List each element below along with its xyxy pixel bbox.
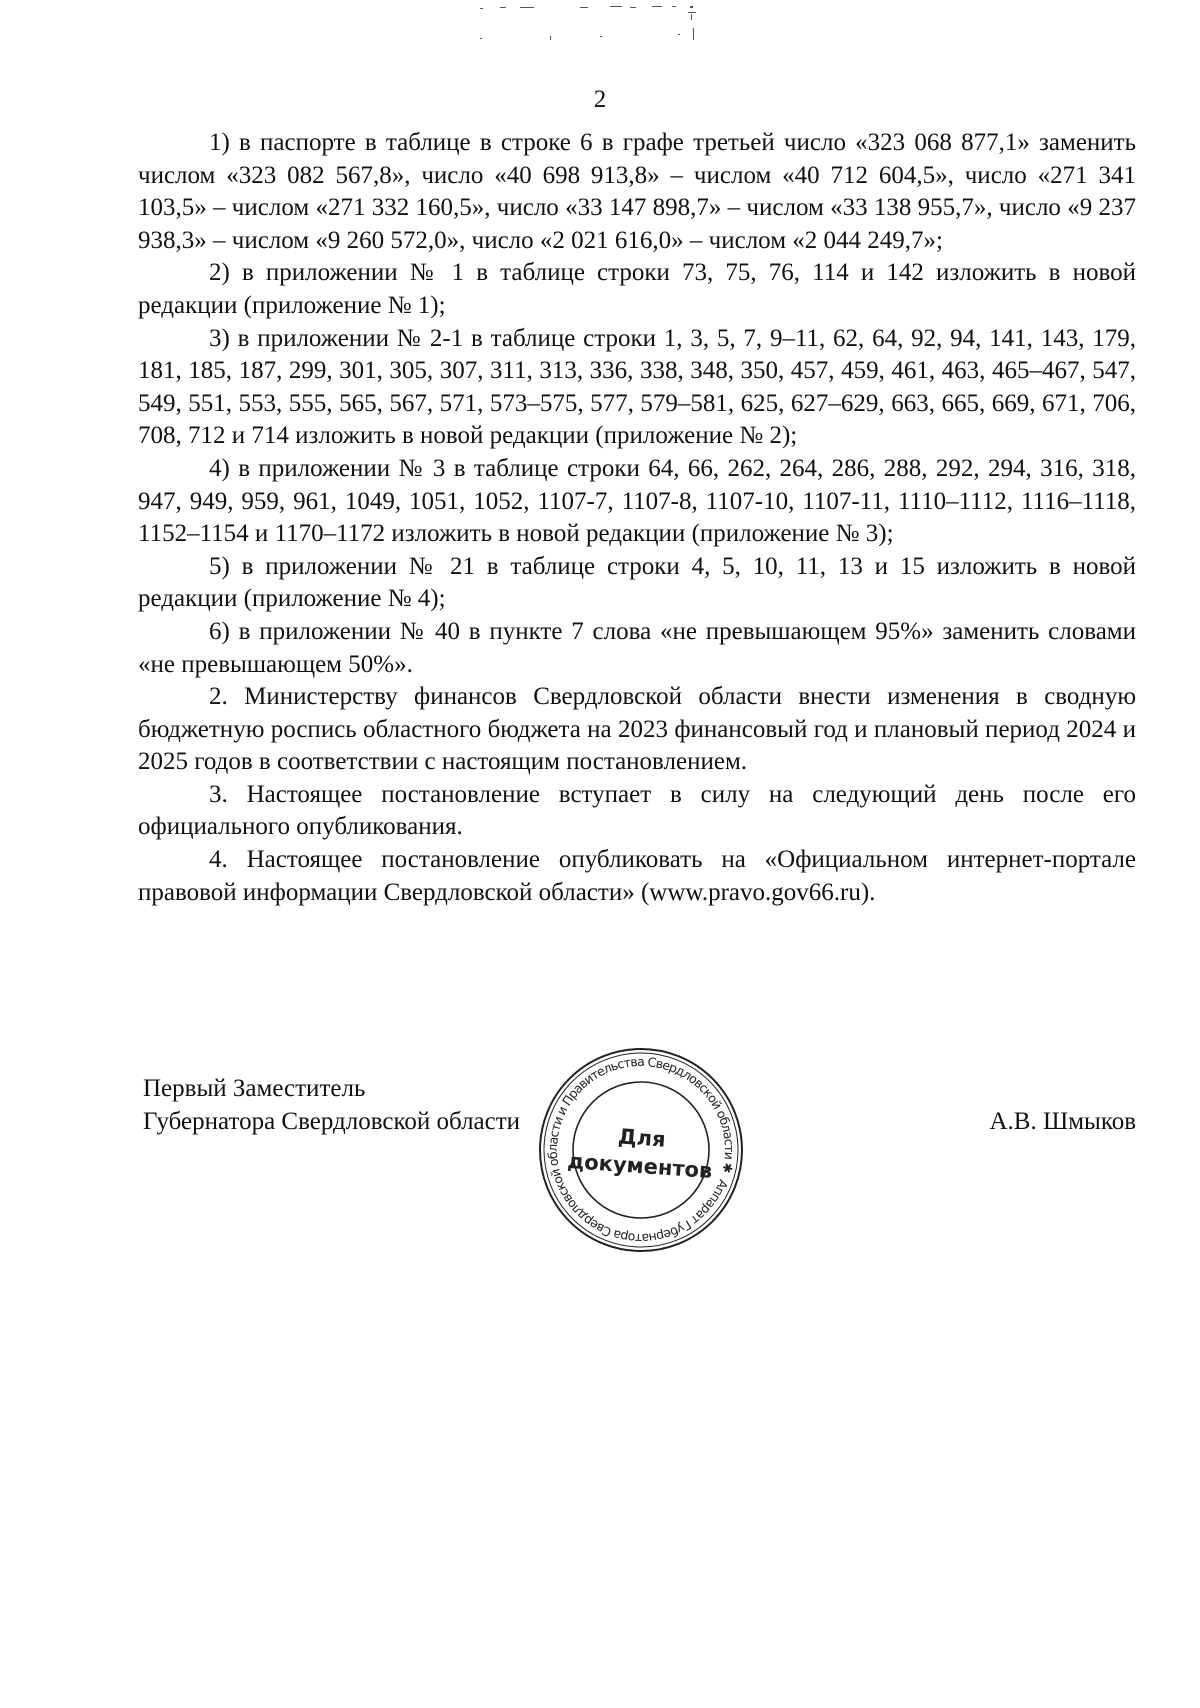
paragraph-item-1: 1) в паспорте в таблице в строке 6 в графе третьей число «323 068 877,1» заменить числом «323 082 567,8», число «40 698 913,8» – числом «40 712 604,5», число «271 341 103,5» – числом «271 332 160,5», число «33 147 898,7» – числом «33 138 955,7», число «9 237 938,3» – числом «9 260 572,0», число «2 021 616,0» – числом «2 044 249,7»; — [138, 129, 1136, 254]
paragraph-item-3: 3) в приложении № 2-1 в таблице строки 1, 3, 5, 7, 9–11, 62, 64, 92, 94, 141, 143, 179, 181, 185, 187, 299, 301, 305, 307, 311, 313, 336, 338, 348, 350, 457, 459, 461, 463, 465–467, 547, 549, 551, 553, 555, 565, 567, 571, 573–575, 577, 579–581, 625, 627–629, 663, 665, 669, 671, 706, 708, 712 и 714 изложить в новой редакции (приложение № 2); — [138, 324, 1136, 450]
signatory-title-line1: Первый Заместитель — [143, 1075, 366, 1102]
stamp-center-line1: Для — [617, 1124, 667, 1152]
paragraph-clause-4: 4. Настоящее постановление опубликовать на «Официальном интернет-портале правовой информации Свердловской области» (www.pravo.gov66.ru). — [138, 846, 1136, 906]
document-body — [138, 127, 1136, 909]
scan-artifact-marks — [460, 0, 720, 44]
paragraph-item-6: 6) в приложении № 40 в пункте 7 слова «не превышающем 95%» заменить словами «не превышающем 50%». — [138, 617, 1136, 678]
official-stamp — [536, 1045, 746, 1255]
signatory-title — [143, 1072, 520, 1138]
signatory-title-line2: Губернатора Свердловской области — [143, 1108, 521, 1135]
paragraph-item-4: 4) в приложении № 3 в таблице строки 64, 66, 262, 264, 286, 288, 292, 294, 316, 318, 947, 949, 959, 961, 1049, 1051, 1052, 1107-7, 1107-8, 1107-10, 1107-11, 1110–1112, 1116–1118, 1152–1154 и 1170–1172 изложить в новой редакции (приложение № 3); — [138, 454, 1136, 548]
paragraph-item-2: 2) в приложении № 1 в таблице строки 73, 75, 76, 114 и 142 изложить в новой редакции (приложение № 1); — [138, 259, 1136, 319]
stamp-ring-text: Аппарат Губернатора Свердловской области и Правительства Свердловской области ✱ — [544, 1053, 738, 1247]
stamp-center-line2: документов — [566, 1148, 714, 1183]
paragraph-item-5: 5) в приложении № 21 в таблице строки 4, 5, 10, 11, 13 и 15 изложить в новой редакции (приложение № 4); — [138, 552, 1136, 613]
page-number: 2 — [593, 86, 607, 113]
signatory-name: А.В. Шмыков — [989, 1108, 1136, 1135]
paragraph-clause-2: 2. Министерству финансов Свердловской области внести изменения в сводную бюджетную роспись областного бюджета на 2023 финансовый год и плановый период 2024 и 2025 годов в соответствии с настоящим постановлением. — [138, 683, 1136, 776]
paragraph-clause-3: 3. Настоящее постановление вступает в силу на следующий день после его официального опубликования. — [138, 780, 1136, 841]
